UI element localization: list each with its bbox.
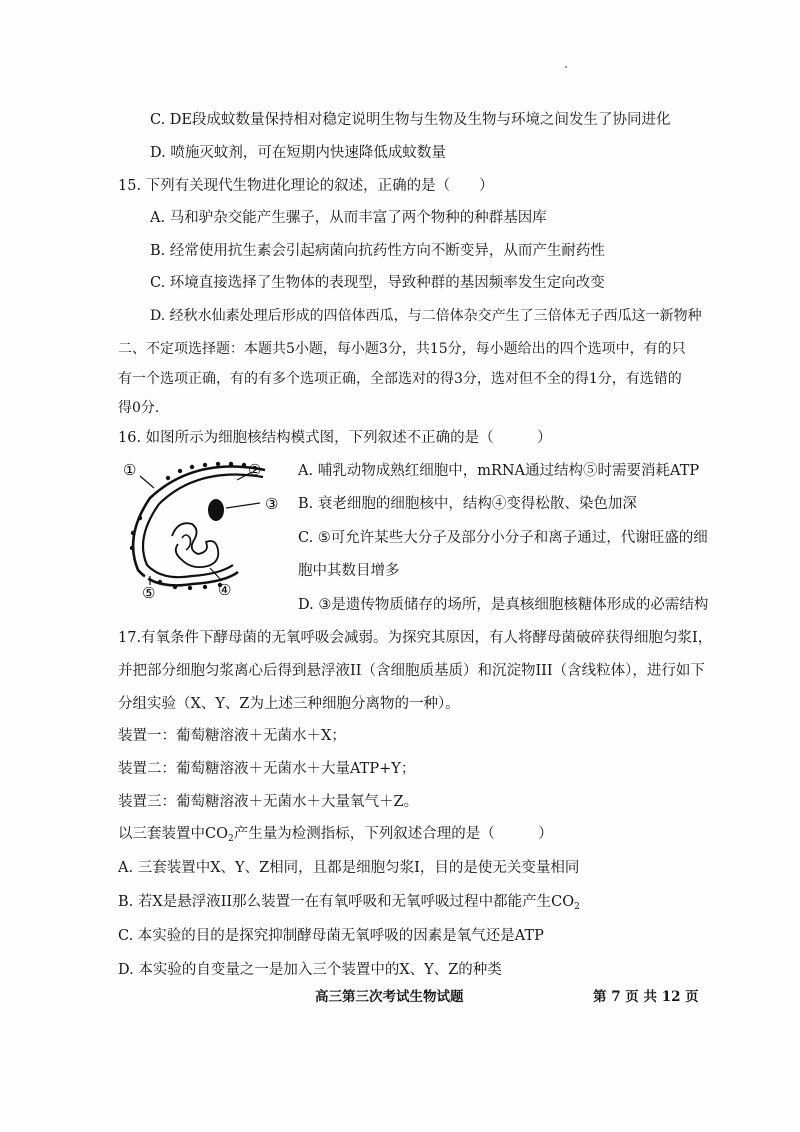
q15-stem: 15. 下列有关现代生物进化理论的叙述，正确的是（ ） <box>118 178 494 194</box>
nucleus-diagram <box>120 458 290 603</box>
label-1: ① <box>123 461 137 479</box>
q15-option-b: B. 经常使用抗生素会引起病菌向抗药性方向不断变异，从而产生耐药性 <box>150 243 605 259</box>
q14-option-d: D. 喷施灭蚊剂，可在短期内快速降低成蚊数量 <box>150 145 446 161</box>
q17-option-d: D. 本实验的自变量之一是加入三个装置中的X、Y、Z的种类 <box>118 962 502 978</box>
label-2: ② <box>248 461 262 479</box>
q17-option-b: B. 若X是悬浮液II那么装置一在有氧呼吸和无氧呼吸过程中都能产生$CO_2$ <box>118 894 580 912</box>
footer-title: 高三第三次考试生物试题 <box>315 989 464 1005</box>
q15-option-a: A. 马和驴杂交能产生骡子，从而丰富了两个物种的种群基因库 <box>150 210 547 226</box>
label-5: ⑤ <box>142 584 156 602</box>
q17-stem-line2: 并把部分细胞匀浆离心后得到悬浮液II（含细胞质基质）和沉淀物III（含线粒体），进行如下 <box>118 663 705 679</box>
section2-line1: 二、不定项选择题：本题共5小题，每小题3分，共15分，每小题给出的四个选项中，有的只 <box>118 341 686 357</box>
q17-option-c: C. 本实验的目的是探究抑制酵母菌无氧呼吸的因素是氧气还是ATP <box>118 928 544 944</box>
label-3: ③ <box>265 495 279 513</box>
label-4: ④ <box>218 581 232 599</box>
footer-page: 第 7 页 共 12 页 <box>593 989 699 1005</box>
q17-stem-line3: 分组实验（X、Y、Z为上述三种细胞分离物的一种）。 <box>118 696 460 712</box>
q17-device-1: 装置一：葡萄糖溶液＋无菌水＋X； <box>118 728 346 744</box>
q14-option-c: C. DE段成蚊数量保持相对稳定说明生物与生物及生物与环境之间发生了协同进化 <box>150 112 671 128</box>
q17-stem-line1: 17.有氧条件下酵母菌的无氧呼吸会减弱。为探究其原因，有人将酵母菌破碎获得细胞匀浆I， <box>118 630 713 646</box>
q17-question: 以三套装置中$CO_2$产生量为检测指标，下列叙述合理的是（ ） <box>118 826 553 844</box>
q16-option-b: B. 衰老细胞的细胞核中，结构④变得松散、染色加深 <box>298 496 637 512</box>
scan-speck <box>565 66 567 68</box>
section2-line3: 得0分. <box>118 400 160 416</box>
q16-option-a: A. 哺乳动物成熟红细胞中，mRNA通过结构⑤时需要消耗ATP <box>298 463 700 479</box>
q15-option-d: D. 经秋水仙素处理后形成的四倍体西瓜，与二倍体杂交产生了三倍体无子西瓜这一新物种 <box>150 308 702 324</box>
q17-device-2: 装置二：葡萄糖溶液＋无菌水＋大量ATP+Y； <box>118 761 416 777</box>
q16-stem: 16. 如图所示为细胞核结构模式图，下列叙述不正确的是（ ） <box>118 430 552 446</box>
q16-option-c-line1: C. ⑤可允许某些大分子及部分小分子和离子通过，代谢旺盛的细 <box>298 530 708 546</box>
q16-option-d: D. ③是遗传物质储存的场所，是真核细胞核糖体形成的必需结构 <box>298 597 709 613</box>
section2-line2: 有一个选项正确，有的有多个选项正确，全部选对的得3分，选对但不全的得1分，有选错的 <box>118 371 682 387</box>
nucleolus <box>208 499 224 521</box>
chromatin <box>172 523 218 567</box>
q16-option-c-line2: 胞中其数目增多 <box>298 563 400 579</box>
q17-option-a: A. 三套装置中X、Y、Z相同，且都是细胞匀浆I，目的是使无关变量相同 <box>118 860 580 876</box>
q17-device-3: 装置三：葡萄糖溶液＋无菌水＋大量氧气＋Z。 <box>118 794 419 810</box>
q15-option-c: C. 环境直接选择了生物体的表现型，导致种群的基因频率发生定向改变 <box>150 275 605 291</box>
